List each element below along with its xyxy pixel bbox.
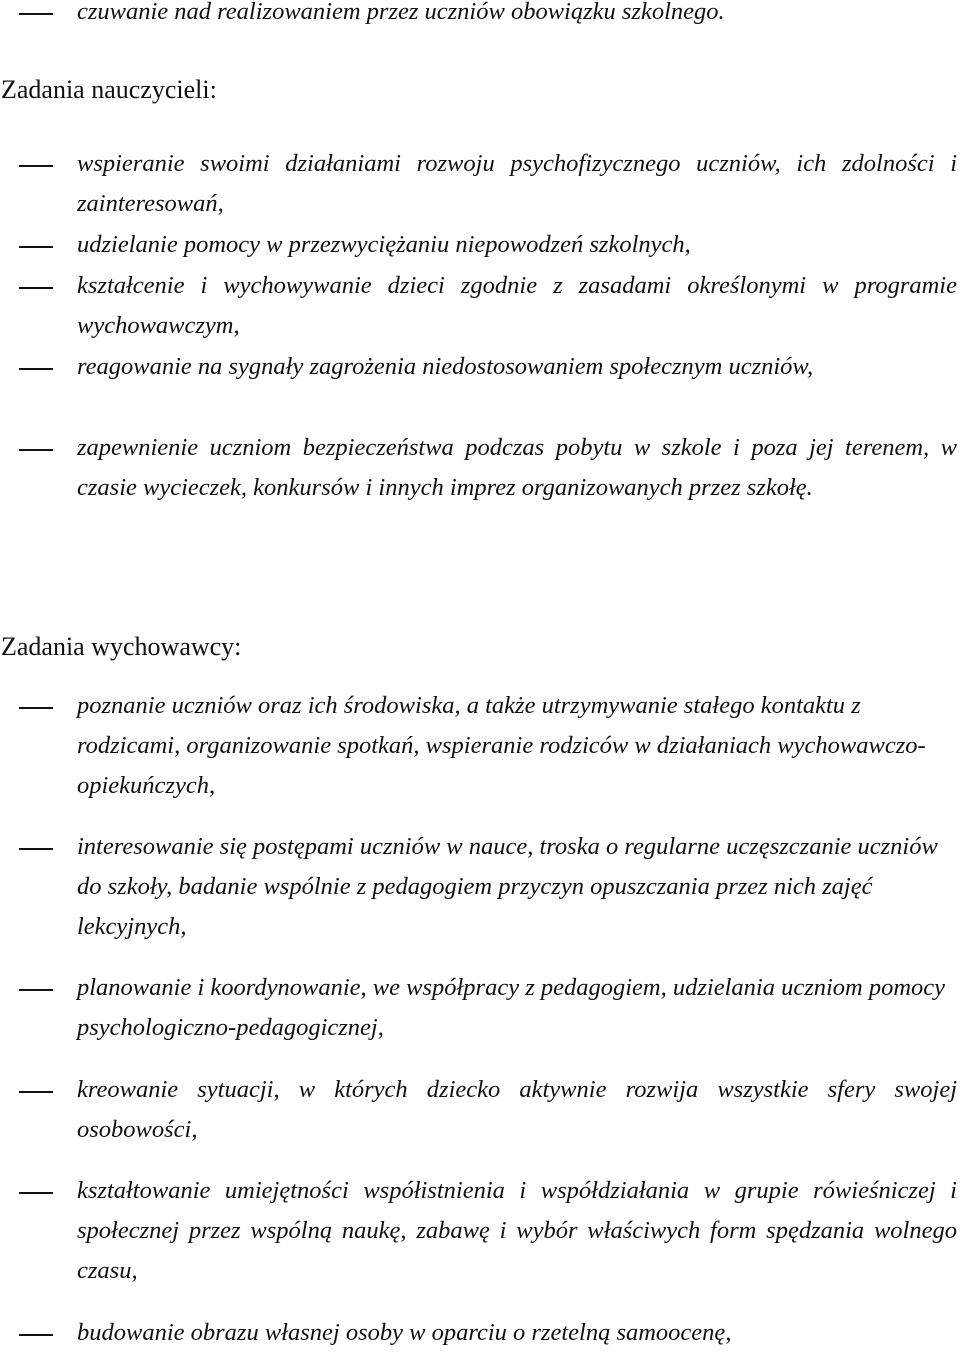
- dash-bullet: [19, 1091, 53, 1093]
- dash-bullet: [19, 165, 53, 167]
- dash-bullet: [19, 1334, 53, 1336]
- list-item-text: zapewnienie uczniom bezpieczeństwa podczas pobytu w szkole i poza jej terenem, w czasie wycieczek, konkursów i innych imprez organizowanych przez szkołę.: [77, 434, 957, 501]
- list-item-text: budowanie obrazu własnej osoby w oparciu o rzetelną samoocenę,: [77, 1319, 732, 1346]
- dash-bullet: [19, 368, 53, 370]
- list-item-text: kształcenie i wychowywanie dzieci zgodnie z zasadami określonymi w programie wychowawczym,: [77, 272, 957, 339]
- list-item-text: udzielanie pomocy w przezwyciężaniu niepowodzeń szkolnych,: [77, 231, 691, 258]
- list-item-text: reagowanie na sygnały zagrożenia niedostosowaniem społecznym uczniów,: [77, 353, 814, 380]
- list-item-text: poznanie uczniów oraz ich środowiska, a także utrzymywanie stałego kontaktu z rodzicami, organizowanie spotkań, wspieranie rodziców w działaniach wychowawczo-opiekuńczych,: [77, 692, 926, 799]
- dash-bullet: [19, 848, 53, 850]
- dash-bullet: [19, 449, 53, 451]
- dash-bullet: [19, 1192, 53, 1194]
- list-item-text: kreowanie sytuacji, w których dziecko aktywnie rozwija wszystkie sfery swojej osobowości,: [77, 1076, 957, 1143]
- list-item-text: planowanie i koordynowanie, we współpracy z pedagogiem, udzielania uczniom pomocy psychologiczno-pedagogicznej,: [77, 974, 946, 1041]
- section-heading-educator: Zadania wychowawcy:: [1, 632, 242, 661]
- dash-bullet: [19, 13, 53, 15]
- list-item-text: czuwanie nad realizowaniem przez uczniów obowiązku szkolnego.: [77, 0, 725, 25]
- dash-bullet: [19, 707, 53, 709]
- list-item-text: wspieranie swoimi działaniami rozwoju psychofizycznego uczniów, ich zdolności i zainteresowań,: [77, 150, 957, 217]
- dash-bullet: [19, 287, 53, 289]
- list-item-text: interesowanie się postępami uczniów w nauce, troska o regularne uczęszczanie uczniów do szkoły, badanie wspólnie z pedagogiem przyczyn opuszczania przez nich zajęć lekcyjnych,: [77, 833, 938, 940]
- dash-bullet: [19, 246, 53, 248]
- dash-bullet: [19, 989, 53, 991]
- list-item-text: kształtowanie umiejętności współistnienia i współdziałania w grupie rówieśniczej i społecznej przez wspólną naukę, zabawę i wybór właściwych form spędzania wolnego czasu,: [77, 1177, 957, 1284]
- section-heading-teachers: Zadania nauczycieli:: [1, 75, 217, 104]
